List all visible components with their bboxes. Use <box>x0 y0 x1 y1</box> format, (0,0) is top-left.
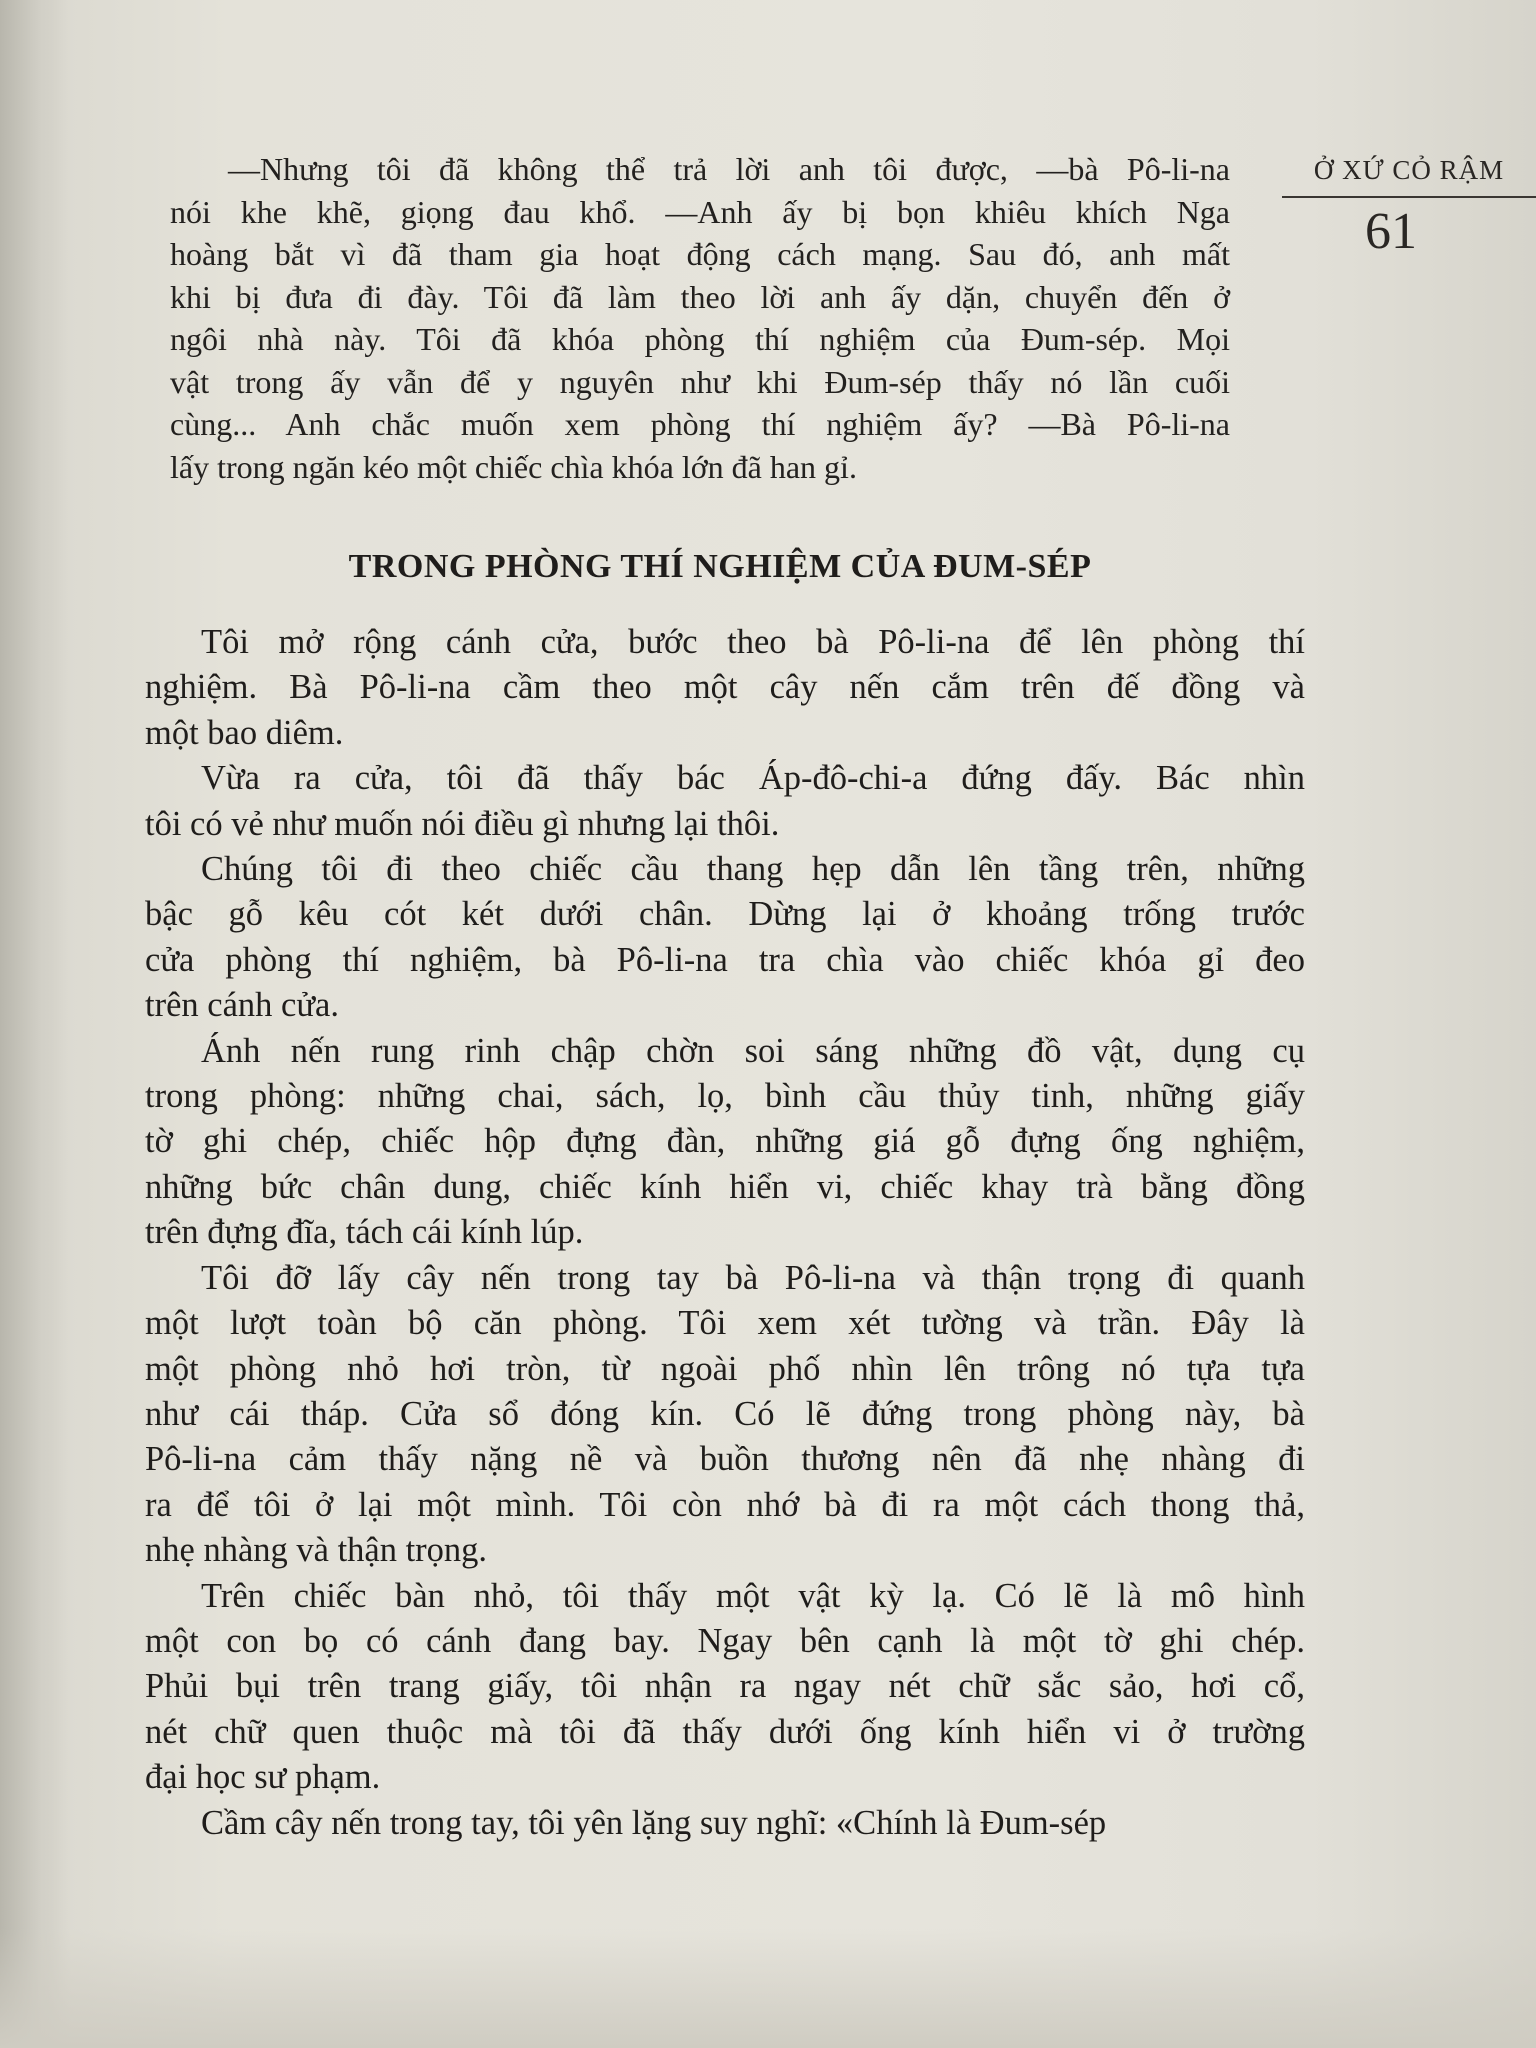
page-gutter-shadow <box>0 0 70 2048</box>
body-line: Chúng tôi đi theo chiếc cầu thang hẹp dẫn lên tầng trên, những <box>201 850 1305 889</box>
body-line: Trên chiếc bàn nhỏ, tôi thấy một vật kỳ lạ. Có lẽ là mô hình <box>201 1576 1305 1615</box>
paragraph-line: khi bị đưa đi đày. Tôi đã làm theo lời anh ấy dặn, chuyển đến ở <box>170 278 1230 315</box>
body-line: Pô-li-na cảm thấy nặng nề và buồn thương nên đã nhẹ nhàng đi <box>145 1440 1305 1479</box>
body-line: Tôi đỡ lấy cây nến trong tay bà Pô-li-na và thận trọng đi quanh <box>201 1258 1305 1297</box>
body-line: tôi có vẻ như muốn nói điều gì nhưng lại thôi. <box>145 804 780 843</box>
body-line: Phủi bụi trên trang giấy, tôi nhận ra ngay nét chữ sắc sảo, hơi cổ, <box>145 1667 1305 1706</box>
body-line: cửa phòng thí nghiệm, bà Pô-li-na tra chìa vào chiếc khóa gỉ đeo <box>145 940 1305 979</box>
paragraph-line: ngôi nhà này. Tôi đã khóa phòng thí nghiệm của Đum-sép. Mọi <box>170 321 1230 357</box>
body-text <box>145 620 1305 1846</box>
body-line: Vừa ra cửa, tôi đã thấy bác Áp-đô-chi-a đứng đấy. Bác nhìn <box>201 759 1305 798</box>
body-line: tờ ghi chép, chiếc hộp đựng đàn, những giá gỗ đựng ống nghiệm, <box>145 1122 1305 1161</box>
body-line: Tôi mở rộng cánh cửa, bước theo bà Pô-li-na để lên phòng thí <box>201 623 1305 661</box>
body-line: trong phòng: những chai, sách, lọ, bình cầu thủy tinh, những giấy <box>145 1077 1305 1116</box>
page-number: 61 <box>1365 203 1417 260</box>
paragraph-line: cùng... Anh chắc muốn xem phòng thí nghiệm ấy? —Bà Pô-li-na <box>170 406 1230 442</box>
paragraph-line: vật trong ấy vẫn để y nguyên như khi Đum-sép thấy nó lần cuối <box>170 363 1230 400</box>
body-line: nghiệm. Bà Pô-li-na cầm theo một cây nến cắm trên đế đồng và <box>145 668 1305 707</box>
running-title: Ở XỨ CỎ RẬM <box>1282 155 1536 198</box>
body-line: ra để tôi ở lại một mình. Tôi còn nhớ bà đi ra một cách thong thả, <box>145 1485 1305 1524</box>
paragraph-line: hoàng bắt vì đã tham gia hoạt động cách mạng. Sau đó, anh mất <box>170 236 1230 272</box>
body-line: trên đựng đĩa, tách cái kính lúp. <box>145 1213 584 1252</box>
intro-paragraph <box>170 148 1230 488</box>
body-line: trên cánh cửa. <box>145 986 339 1025</box>
body-line: một con bọ có cánh đang bay. Ngay bên cạnh là một tờ ghi chép. <box>145 1621 1305 1660</box>
body-line: như cái tháp. Cửa sổ đóng kín. Có lẽ đứng trong phòng này, bà <box>145 1394 1305 1433</box>
body-line: nhẹ nhàng và thận trọng. <box>145 1531 488 1570</box>
body-line: những bức chân dung, chiếc kính hiển vi, chiếc khay trà bằng đồng <box>145 1167 1305 1206</box>
section-heading: TRONG PHÒNG THÍ NGHIỆM CỦA ĐUM-SÉP <box>348 548 1092 585</box>
paragraph-line: —Nhưng tôi đã không thể trả lời anh tôi được, —bà Pô-li-na <box>228 151 1230 187</box>
body-line: một lượt toàn bộ căn phòng. Tôi xem xét tường và trần. Đây là <box>145 1304 1305 1343</box>
paragraph-line: lấy trong ngăn kéo một chiếc chìa khóa lớn đã han gỉ. <box>170 448 857 485</box>
body-line: Ánh nến rung rinh chập chờn soi sáng những đồ vật, dụng cụ <box>201 1031 1305 1070</box>
running-head <box>1282 155 1536 261</box>
body-line: một bao diêm. <box>145 713 344 752</box>
body-line: một phòng nhỏ hơi tròn, từ ngoài phố nhìn lên trông nó tựa tựa <box>145 1349 1305 1388</box>
body-line: bậc gỗ kêu cót két dưới chân. Dừng lại ở khoảng trống trước <box>145 895 1305 934</box>
page-bottom-shadow <box>0 1928 1536 2048</box>
body-line: đại học sư phạm. <box>145 1758 381 1797</box>
paragraph-line: nói khe khẽ, giọng đau khổ. —Anh ấy bị bọn khiêu khích Nga <box>170 193 1230 230</box>
body-line: nét chữ quen thuộc mà tôi đã thấy dưới ống kính hiển vi ở trường <box>145 1712 1305 1751</box>
body-line: Cầm cây nến trong tay, tôi yên lặng suy nghĩ: «Chính là Đum-sép <box>201 1803 1107 1842</box>
